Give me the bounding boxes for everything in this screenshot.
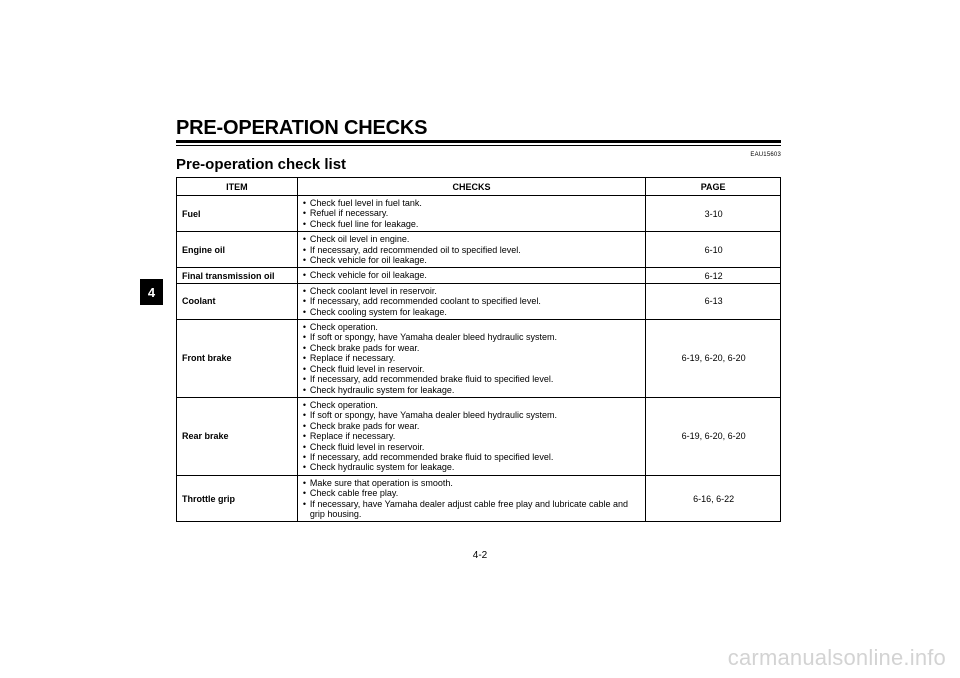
check-item: • Replace if necessary. — [303, 431, 641, 441]
watermark: carmanualsonline.info — [727, 645, 946, 670]
header-rule-thin — [176, 145, 781, 146]
check-item: • If necessary, have Yamaha dealer adjust cable free play and lubricate cable and grip housing. — [303, 499, 641, 520]
row-page-ref: 6-19, 6-20, 6-20 — [646, 320, 781, 398]
check-list — [303, 400, 641, 473]
table-header-row — [177, 178, 781, 196]
table-row — [177, 232, 781, 268]
check-item: • Check fluid level in reservoir. — [303, 442, 641, 452]
check-item: • Check oil level in engine. — [303, 234, 641, 244]
row-item-name: Front brake — [177, 320, 298, 398]
check-list — [303, 478, 641, 520]
row-page-ref: 3-10 — [646, 196, 781, 232]
check-item: • Make sure that operation is smooth. — [303, 478, 641, 488]
page-header — [176, 117, 781, 146]
row-page-ref: 6-12 — [646, 268, 781, 283]
check-item: • Check operation. — [303, 322, 641, 332]
row-checks — [297, 397, 645, 475]
row-checks — [297, 268, 645, 283]
check-item: • Check hydraulic system for leakage. — [303, 385, 641, 395]
row-checks — [297, 475, 645, 522]
check-item: • If soft or spongy, have Yamaha dealer bleed hydraulic system. — [303, 410, 641, 420]
section-title: Pre-operation check list — [176, 156, 347, 173]
row-item-name: Final transmission oil — [177, 268, 298, 283]
check-item: • If necessary, add recommended brake fluid to specified level. — [303, 374, 641, 384]
doc-code: EAU15603 — [750, 152, 781, 158]
table-row — [177, 320, 781, 398]
row-checks — [297, 320, 645, 398]
check-item: • Check fluid level in reservoir. — [303, 364, 641, 374]
chapter-tab: 4 — [140, 279, 163, 305]
check-item: • Check brake pads for wear. — [303, 421, 641, 431]
check-list — [303, 234, 641, 265]
check-list — [303, 270, 641, 280]
table-row — [177, 268, 781, 283]
check-item: • Check hydraulic system for leakage. — [303, 462, 641, 472]
row-page-ref: 6-19, 6-20, 6-20 — [646, 397, 781, 475]
check-item: • Check fuel line for leakage. — [303, 219, 641, 229]
row-page-ref: 6-13 — [646, 283, 781, 319]
check-item: • Replace if necessary. — [303, 353, 641, 363]
check-list — [303, 322, 641, 395]
row-checks — [297, 232, 645, 268]
row-page-ref: 6-10 — [646, 232, 781, 268]
column-header-item: ITEM — [177, 178, 298, 196]
check-item: • Check brake pads for wear. — [303, 343, 641, 353]
check-item: • Check operation. — [303, 400, 641, 410]
check-list — [303, 198, 641, 229]
check-item: • Refuel if necessary. — [303, 208, 641, 218]
table-row — [177, 196, 781, 232]
column-header-page: PAGE — [646, 178, 781, 196]
row-item-name: Throttle grip — [177, 475, 298, 522]
check-item: • Check fuel level in fuel tank. — [303, 198, 641, 208]
check-item: • If necessary, add recommended oil to specified level. — [303, 245, 641, 255]
check-item: • Check coolant level in reservoir. — [303, 286, 641, 296]
header-rule — [176, 140, 781, 143]
row-page-ref: 6-16, 6-22 — [646, 475, 781, 522]
table-row — [177, 475, 781, 522]
row-checks — [297, 196, 645, 232]
check-list-table — [176, 177, 781, 522]
row-checks — [297, 283, 645, 319]
check-item: • Check cable free play. — [303, 488, 641, 498]
row-item-name: Fuel — [177, 196, 298, 232]
table-body — [177, 196, 781, 522]
page-title: PRE-OPERATION CHECKS — [176, 117, 428, 139]
check-item: • Check vehicle for oil leakage. — [303, 270, 641, 280]
row-item-name: Engine oil — [177, 232, 298, 268]
check-item: • Check cooling system for leakage. — [303, 307, 641, 317]
check-item: • If necessary, add recommended brake fluid to specified level. — [303, 452, 641, 462]
page-number: 4-2 — [472, 550, 488, 561]
column-header-checks: CHECKS — [297, 178, 645, 196]
table-row — [177, 283, 781, 319]
row-item-name: Rear brake — [177, 397, 298, 475]
check-item: • If necessary, add recommended coolant to specified level. — [303, 296, 641, 306]
row-item-name: Coolant — [177, 283, 298, 319]
check-item: • Check vehicle for oil leakage. — [303, 255, 641, 265]
check-item: • If soft or spongy, have Yamaha dealer bleed hydraulic system. — [303, 332, 641, 342]
check-list — [303, 286, 641, 317]
table-row — [177, 397, 781, 475]
